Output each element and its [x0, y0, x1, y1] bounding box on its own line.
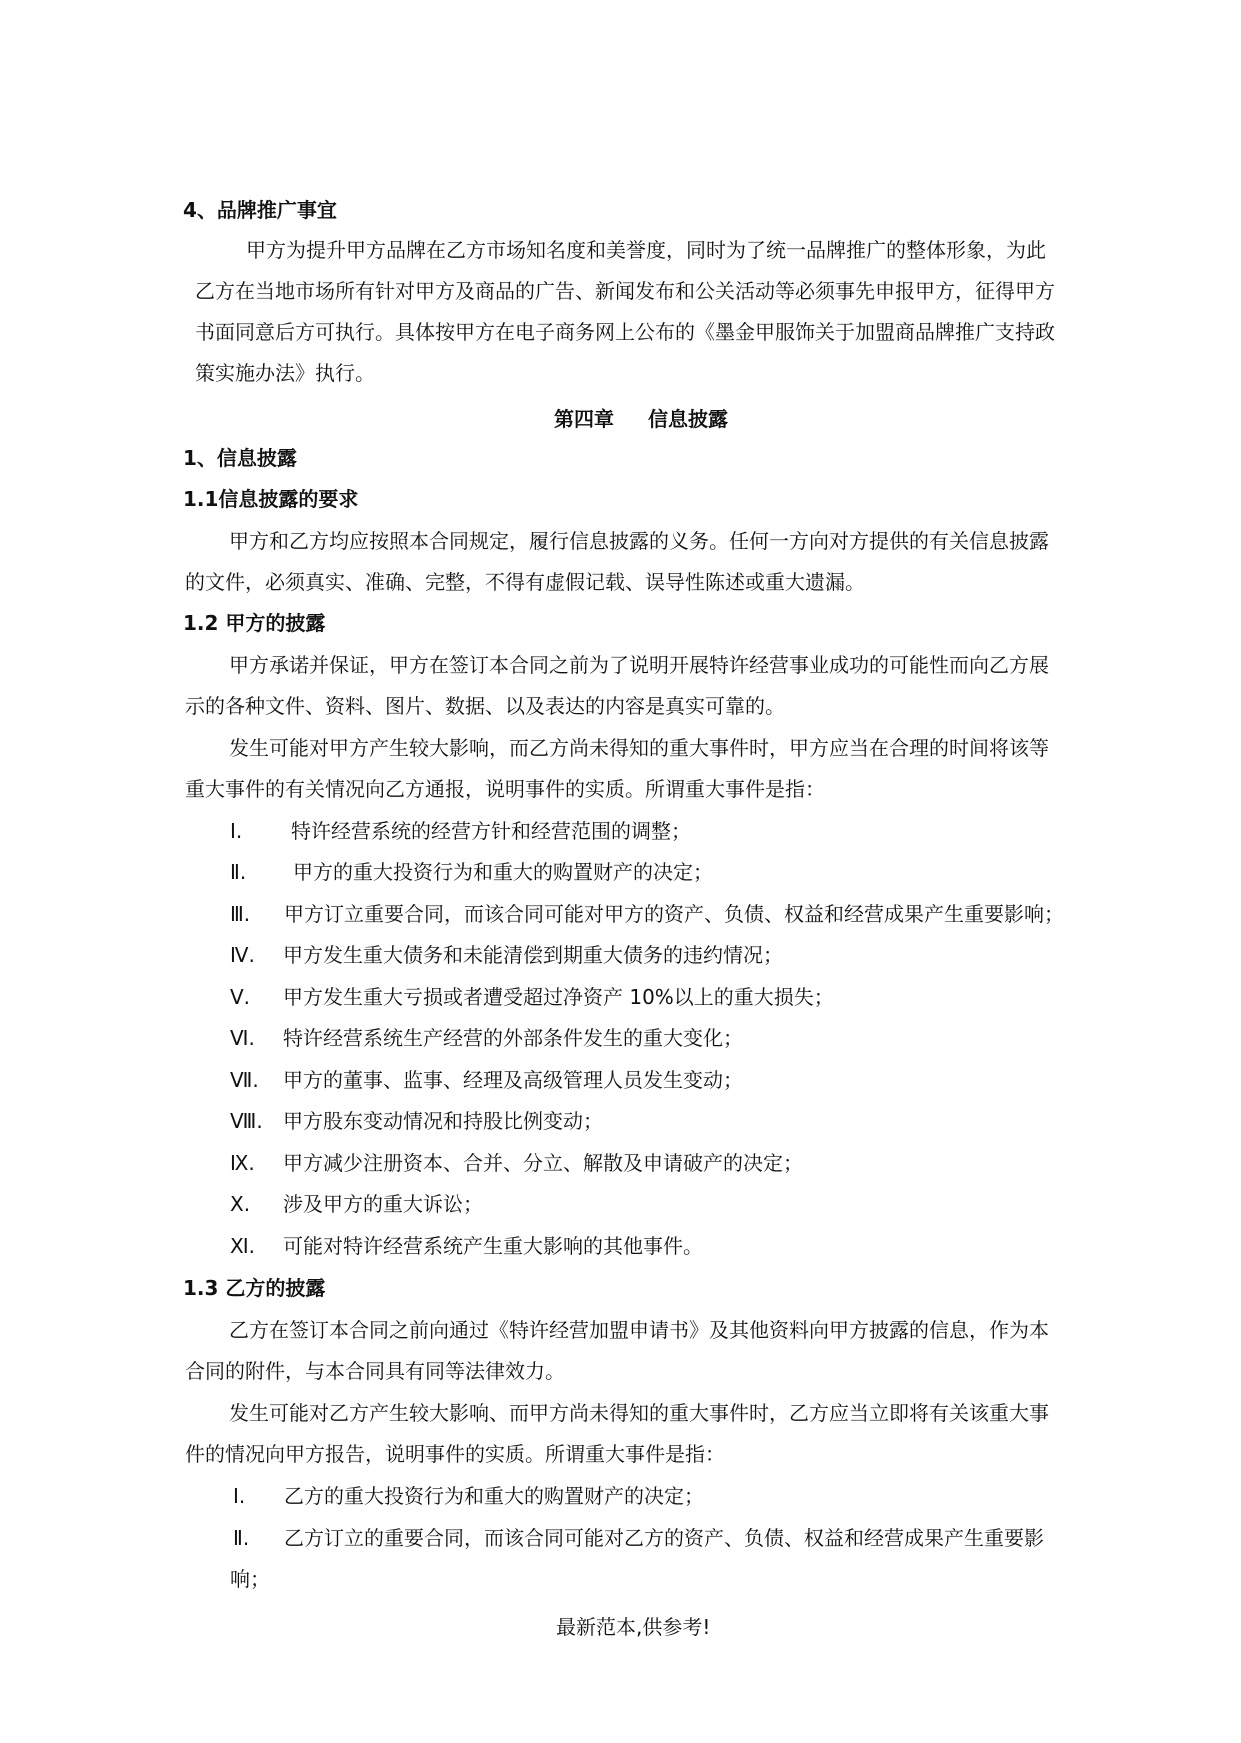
list-item-number: Ⅲ.	[230, 902, 251, 926]
paragraph-line: 甲方承诺并保证，甲方在签订本合同之前为了说明开展特许经营事业成功的可能性而向乙方展	[229, 653, 1049, 677]
paragraph-line: 示的各种文件、资料、图片、数据、以及表达的内容是真实可靠的。	[185, 694, 785, 718]
list-item-text: 甲方订立重要合同，而该合同可能对甲方的资产、负债、权益和经营成果产生重要影响；	[284, 902, 1064, 926]
page-footer: 最新范本,供参考!	[556, 1615, 711, 1639]
chapter-number: 第四章	[554, 407, 614, 431]
list-item-number: Ⅱ.	[230, 860, 247, 884]
paragraph-line: 重大事件的有关情况向乙方通报，说明事件的实质。所谓重大事件是指：	[185, 777, 825, 801]
paragraph-line: 发生可能对甲方产生较大影响，而乙方尚未得知的重大事件时，甲方应当在合理的时间将该等	[229, 736, 1049, 760]
list-item-text: 乙方的重大投资行为和重大的购置财产的决定；	[284, 1484, 704, 1508]
paragraph-line: 合同的附件，与本合同具有同等法律效力。	[185, 1359, 565, 1383]
list-item-number: Ⅺ.	[230, 1234, 256, 1258]
subsection-heading-requirements: 1.1信息披露的要求	[183, 487, 359, 511]
paragraph-line: 的文件，必须真实、准确、完整，不得有虚假记载、误导性陈述或重大遗漏。	[185, 570, 865, 594]
paragraph-line: 乙方在签订本合同之前向通过《特许经营加盟申请书》及其他资料向甲方披露的信息，作为本	[229, 1318, 1049, 1342]
paragraph-line: 书面同意后方可执行。具体按甲方在电子商务网上公布的《墨金甲服饰关于加盟商品牌推广支持政	[195, 320, 1055, 344]
paragraph-line: 甲方为提升甲方品牌在乙方市场知名度和美誉度，同时为了统一品牌推广的整体形象，为此	[246, 238, 1046, 262]
paragraph-line: 件的情况向甲方报告，说明事件的实质。所谓重大事件是指：	[185, 1442, 725, 1466]
paragraph-line: 策实施办法》执行。	[195, 361, 375, 385]
paragraph-line: 乙方在当地市场所有针对甲方及商品的广告、新闻发布和公关活动等必须事先申报甲方，征得甲方	[195, 279, 1055, 303]
list-item-text-continuation: 响；	[230, 1567, 270, 1591]
list-item-text: 甲方发生重大亏损或者遭受超过净资产 10%以上的重大损失；	[283, 985, 834, 1009]
list-item-text: 乙方订立的重要合同，而该合同可能对乙方的资产、负债、权益和经营成果产生重要影	[284, 1526, 1044, 1550]
list-item-text: 特许经营系统的经营方针和经营范围的调整；	[291, 819, 691, 843]
list-item-number: Ⅶ.	[230, 1068, 259, 1092]
list-item-text: 甲方发生重大债务和未能清偿到期重大债务的违约情况；	[283, 943, 783, 967]
list-item-number: Ⅰ.	[233, 1484, 246, 1508]
paragraph-line: 甲方和乙方均应按照本合同规定，履行信息披露的义务。任何一方向对方提供的有关信息披露	[229, 529, 1049, 553]
list-item-text: 特许经营系统生产经营的外部条件发生的重大变化；	[283, 1026, 743, 1050]
list-item-number: Ⅰ.	[230, 819, 243, 843]
list-item-number: Ⅳ.	[230, 943, 255, 967]
list-item-text: 涉及甲方的重大诉讼；	[283, 1192, 483, 1216]
list-item-number: Ⅹ.	[230, 1192, 251, 1216]
list-item-number: Ⅱ.	[233, 1526, 250, 1550]
list-item-number: Ⅴ.	[230, 985, 251, 1009]
subsection-heading-party-b-disclosure: 1.3 乙方的披露	[183, 1276, 326, 1300]
chapter-title: 信息披露	[648, 407, 728, 431]
section-heading-brand-promotion: 4、品牌推广事宜	[183, 198, 337, 222]
subsection-heading-party-a-disclosure: 1.2 甲方的披露	[183, 611, 326, 635]
list-item-text: 甲方股东变动情况和持股比例变动；	[283, 1109, 603, 1133]
list-item-number: Ⅵ.	[230, 1026, 255, 1050]
chapter-heading	[554, 405, 728, 433]
paragraph-line: 发生可能对乙方产生较大影响、而甲方尚未得知的重大事件时，乙方应当立即将有关该重大事	[229, 1401, 1049, 1425]
list-item-text: 甲方的重大投资行为和重大的购置财产的决定；	[293, 860, 713, 884]
list-item-text: 可能对特许经营系统产生重大影响的其他事件。	[283, 1234, 703, 1258]
list-item-number: Ⅷ.	[230, 1109, 263, 1133]
section-heading-info-disclosure: 1、信息披露	[183, 446, 297, 470]
list-item-text: 甲方的董事、监事、经理及高级管理人员发生变动；	[283, 1068, 743, 1092]
list-item-number: Ⅸ.	[230, 1151, 255, 1175]
list-item-text: 甲方减少注册资本、合并、分立、解散及申请破产的决定；	[283, 1151, 803, 1175]
